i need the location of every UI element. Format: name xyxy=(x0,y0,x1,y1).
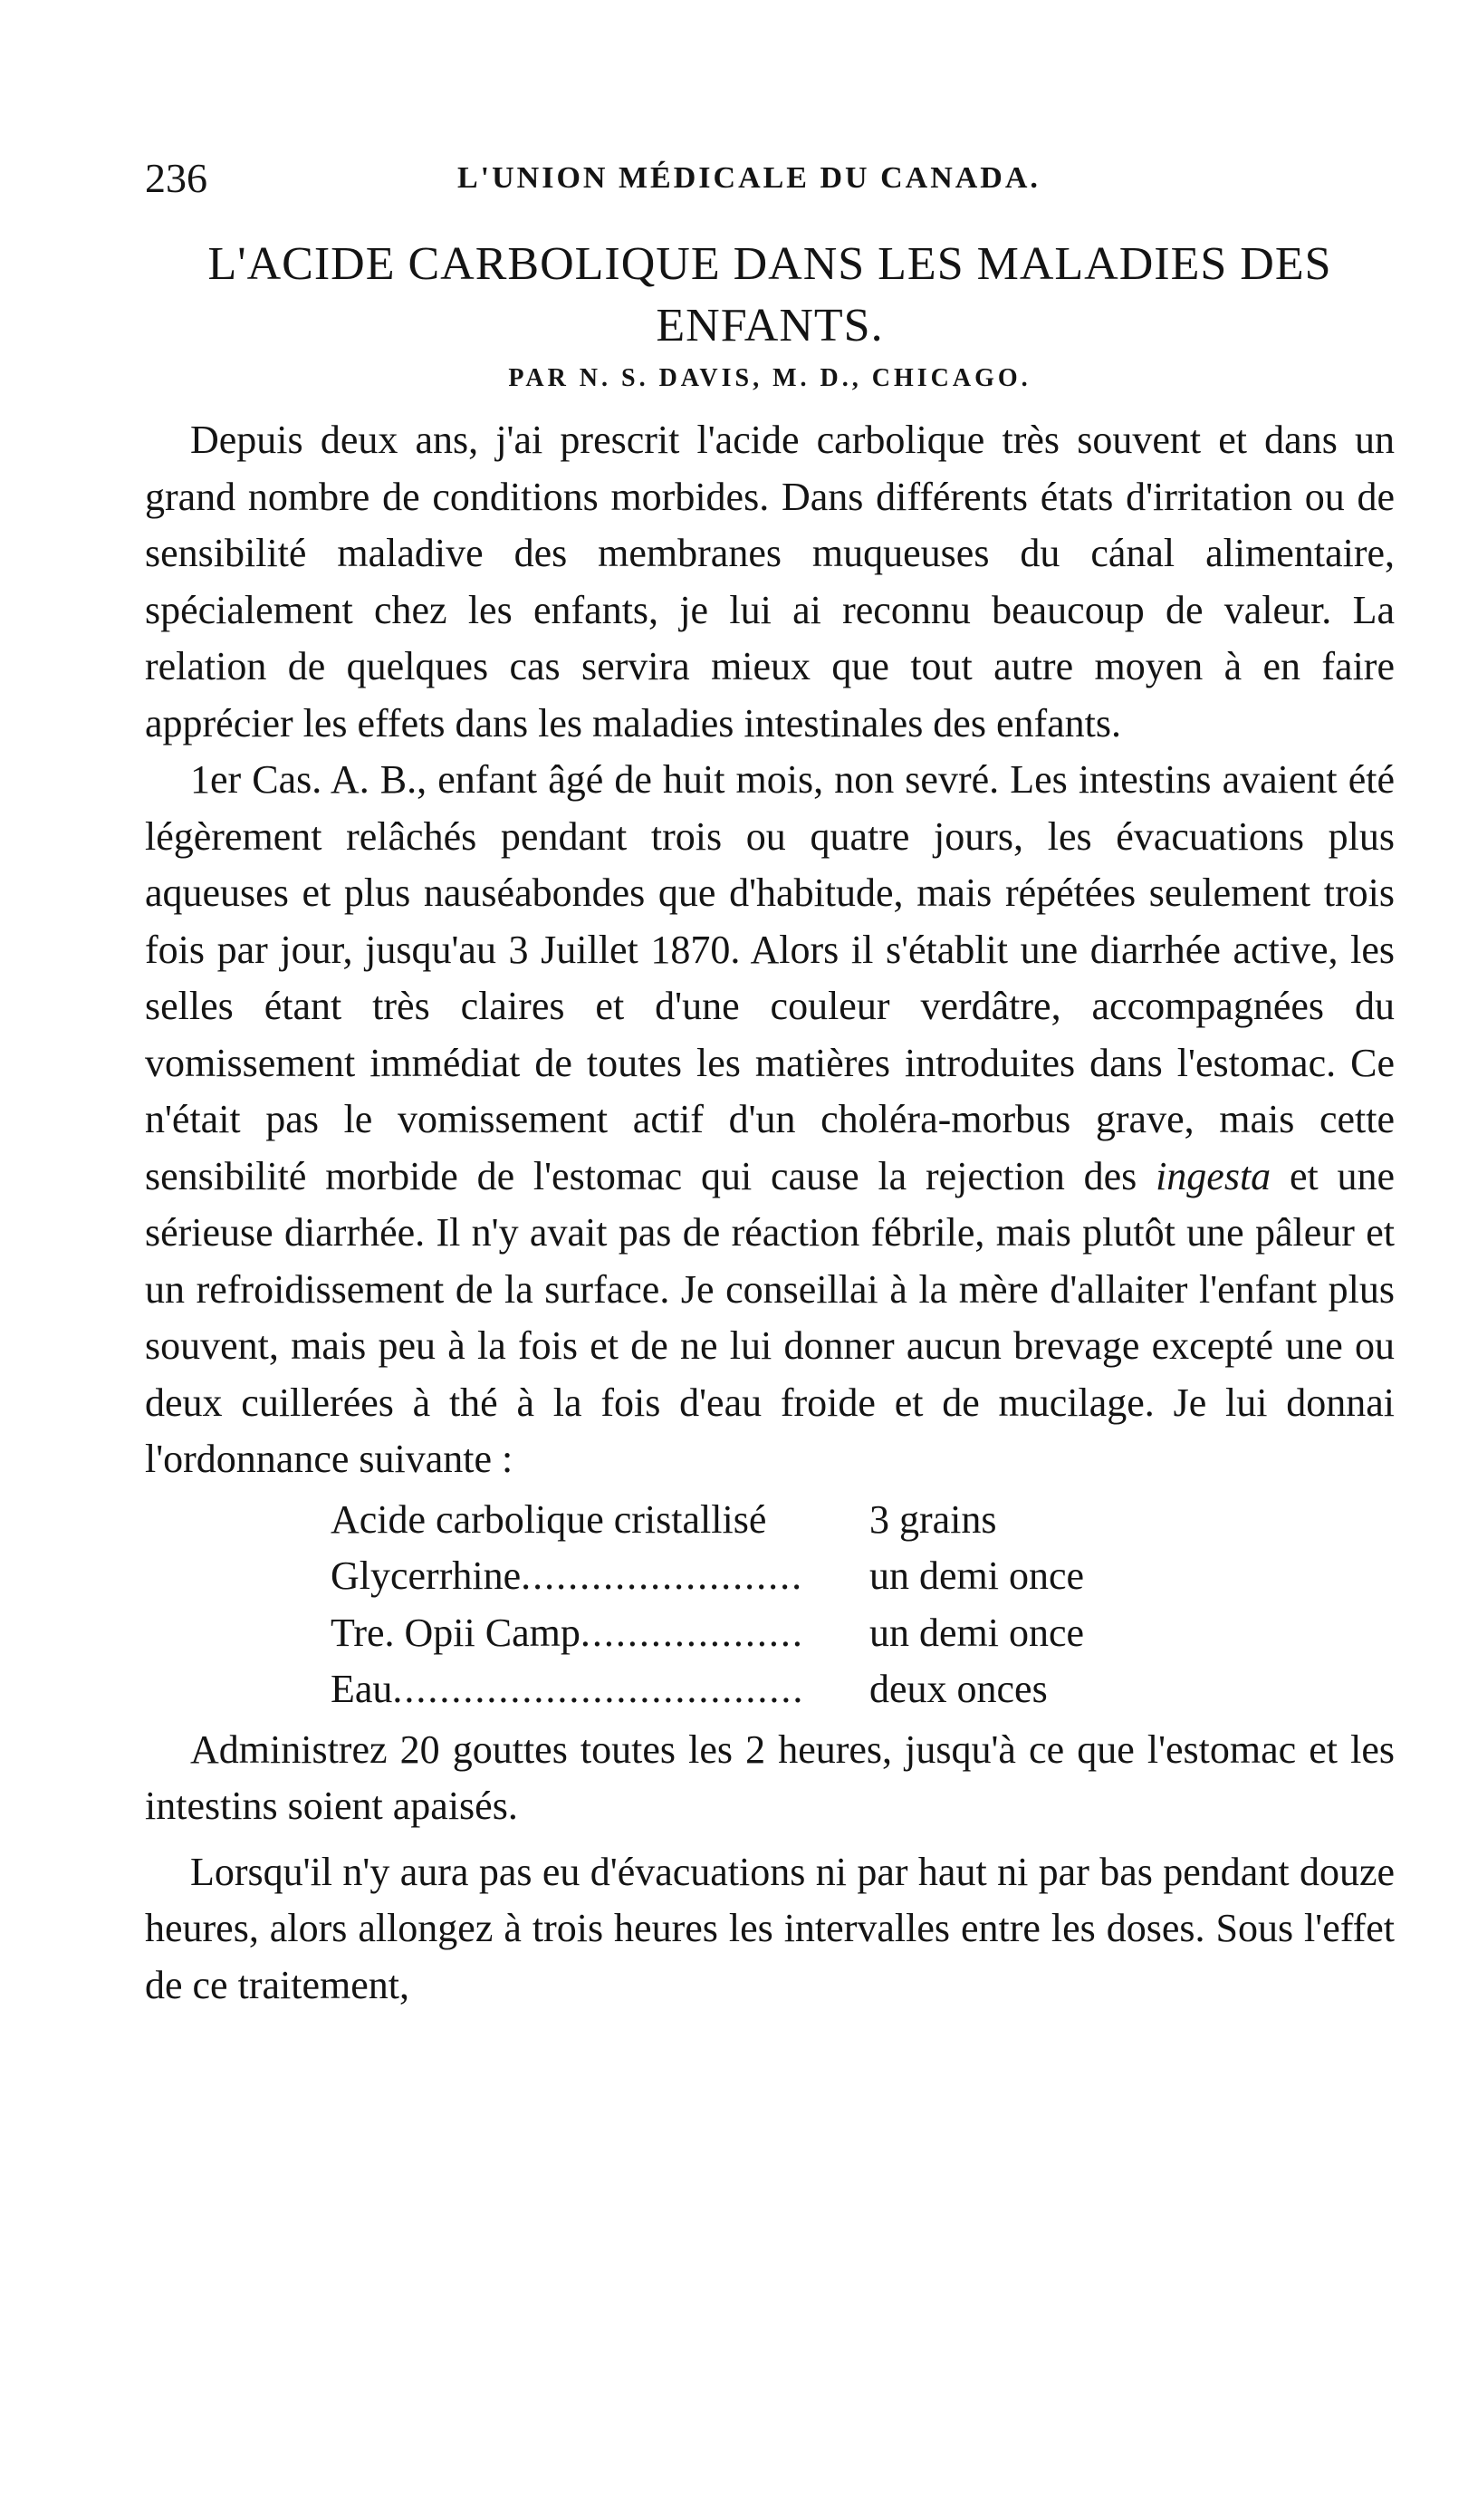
ingredient-name: Tre. Opii Camp................... xyxy=(331,1610,804,1655)
ingredient-dose: un demi once xyxy=(869,1553,1085,1598)
prescription-table xyxy=(331,1492,1290,1718)
paragraph-continuation: Lorsqu'il n'y aura pas eu d'évacuations ni par haut ni par bas pendant douze heures, alors allongez à trois heures les intervalles entre les doses. Sous l'effet de ce traitement, xyxy=(145,1849,1395,2007)
ingredient-name: Glycerrhine........................ xyxy=(331,1553,804,1598)
prescription-row xyxy=(331,1548,1290,1605)
ingredient-name: Eau................................... xyxy=(331,1667,805,1711)
paragraph-intro: Depuis deux ans, j'ai prescrit l'acide carbolique très souvent et dans un grand nombre de conditions morbides. Dans différents états d'irritation ou de sensibilité maladive des membranes muqueuses du cánal alimentaire, spécialement chez les enfants, je lui ai reconnu beaucoup de valeur. La relation de quelques cas servira mieux que tout autre moyen à en faire apprécier les effets dans les maladies intestinales des enfants. xyxy=(145,418,1395,745)
author-byline: PAR N. S. DAVIS, M. D., CHICAGO. xyxy=(508,364,1031,392)
ingredient-dose: 3 grains xyxy=(869,1496,997,1542)
document-page xyxy=(145,0,1395,2520)
page-number: 236 xyxy=(145,155,207,201)
article-body xyxy=(145,412,1395,2014)
prescription-row xyxy=(331,1605,1290,1662)
article-title: L'ACIDE CARBOLIQUE DANS LES MALADIES DES ENFANTS. xyxy=(207,238,1332,351)
italic-term: ingesta xyxy=(1156,1153,1271,1198)
prescription-row xyxy=(331,1661,1290,1718)
ingredient-dose: deux onces xyxy=(869,1667,1048,1711)
case-text-part-1: 1er Cas. A. B., enfant âgé de huit mois, non sevré. Les intestins avaient été légèrement relâchés pendant trois ou quatre jours, les évacuations plus aqueuses et plus nauséabondes que d'habitude, mais répétées seulement trois fois par jour, jusqu'au 3 Juillet 1870. Alors il s'établit une diarrhée active, les selles étant très claires et d'une couleur verdâtre, accompagnées du vomissement immédiat de toutes les matières introduites dans l'estomac. Ce n'était pas le vomissement actif d'un choléra-morbus grave, mais cette sensibilité morbide de l'estomac qui cause la rejection des xyxy=(145,757,1395,1198)
prescription-row xyxy=(331,1492,1290,1549)
dot-leader: ................... xyxy=(580,1610,804,1655)
paragraph-dosage: Administrez 20 gouttes toutes les 2 heures, jusqu'à ce que l'estomac et les intestins soient apaisés. xyxy=(145,1726,1395,1828)
ingredient-name: Acide carbolique cristallisé xyxy=(331,1496,767,1542)
dot-leader: ................................... xyxy=(392,1667,805,1711)
paragraph-case-1 xyxy=(145,752,1395,1488)
dot-leader: ........................ xyxy=(521,1553,804,1598)
running-header xyxy=(145,154,1395,208)
case-text-part-2: et une sérieuse diarrhée. Il n'y avait pas de réaction fébrile, mais plutôt une pâleur et un refroidissement de la surface. Je conseillai à la mère d'allaiter l'enfant plus souvent, mais peu à la fois et de ne lui donner aucun brevage excepté une ou deux cuillerées à thé à la fois d'eau froide et de mucilage. Je lui donnai l'ordonnance suivante : xyxy=(145,1153,1396,1481)
ingredient-dose: un demi once xyxy=(869,1610,1085,1655)
journal-title: L'UNION MÉDICALE DU CANADA. xyxy=(457,161,1041,195)
